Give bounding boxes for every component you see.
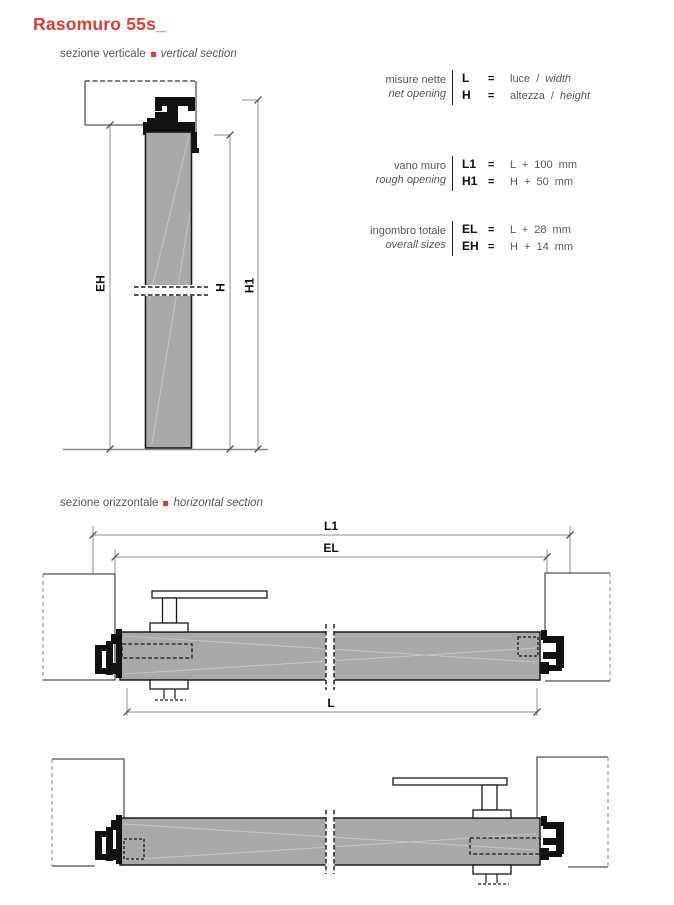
symbol-EH: EH bbox=[462, 239, 479, 254]
equals-sign: = bbox=[488, 159, 495, 171]
horizontal-section-label-en: horizontal section bbox=[173, 497, 263, 509]
dim-label-H: H bbox=[213, 283, 228, 292]
equals-sign: = bbox=[488, 73, 495, 85]
jamb-profile-right bbox=[540, 816, 564, 860]
jamb-profile-left bbox=[95, 815, 122, 864]
value-plain: H + 50 mm bbox=[510, 176, 574, 189]
value-italic: width bbox=[545, 73, 572, 85]
value-plain: L + 100 mm bbox=[510, 159, 577, 171]
vertical-section-label-en: vertical section bbox=[160, 48, 237, 60]
symbol-H: H bbox=[462, 88, 471, 103]
symbol-EL: EL bbox=[462, 222, 478, 236]
left-wall bbox=[43, 574, 115, 680]
dim-label-EH: EH bbox=[93, 275, 108, 292]
jamb-profile-left bbox=[95, 629, 122, 678]
value-plain: L + 28 mm bbox=[510, 224, 571, 236]
door-panel-right-half bbox=[335, 818, 541, 865]
dim-label-L1: L1 bbox=[323, 519, 338, 533]
dim-label-L: L bbox=[327, 696, 335, 710]
legend-name-it: ingombro totale bbox=[370, 224, 446, 237]
symbol-L1: L1 bbox=[462, 157, 477, 171]
legend-name-en: rough opening bbox=[375, 174, 446, 187]
break-gap bbox=[327, 812, 333, 872]
right-wall bbox=[545, 573, 610, 681]
jamb-profile-right bbox=[540, 630, 564, 674]
value-plain: altezza / bbox=[510, 90, 554, 103]
horizontal-section-1 bbox=[43, 573, 610, 716]
horizontal-section-label-it: sezione orizzontale bbox=[60, 497, 159, 509]
symbol-H1: H1 bbox=[462, 174, 478, 189]
value-italic: height bbox=[560, 90, 591, 103]
door-panel-left-half bbox=[120, 632, 326, 680]
equals-sign: = bbox=[488, 224, 495, 236]
horizontal-section-2 bbox=[52, 757, 608, 884]
equals-sign: = bbox=[488, 90, 495, 103]
door-handle-hidden-side bbox=[478, 874, 509, 884]
equals-sign: = bbox=[488, 176, 495, 189]
legend-name-en: net opening bbox=[388, 88, 446, 101]
legend-name-it: vano muro bbox=[394, 159, 446, 172]
break-gap bbox=[327, 626, 333, 686]
dim-label-EL: EL bbox=[323, 541, 339, 555]
equals-sign: = bbox=[488, 241, 495, 254]
dim-label-H1: H1 bbox=[242, 277, 257, 294]
symbol-L: L bbox=[462, 71, 470, 85]
value-plain: luce / bbox=[510, 73, 540, 85]
door-handle-hidden-side bbox=[155, 689, 186, 700]
vertical-section-label-it: sezione verticale bbox=[60, 48, 146, 60]
page-title: Rasomuro 55s_ bbox=[33, 14, 166, 34]
legend-name-it: misure nette bbox=[385, 73, 446, 86]
value-plain: H + 14 mm bbox=[510, 241, 574, 254]
legend-name-en: overall sizes bbox=[385, 239, 446, 252]
